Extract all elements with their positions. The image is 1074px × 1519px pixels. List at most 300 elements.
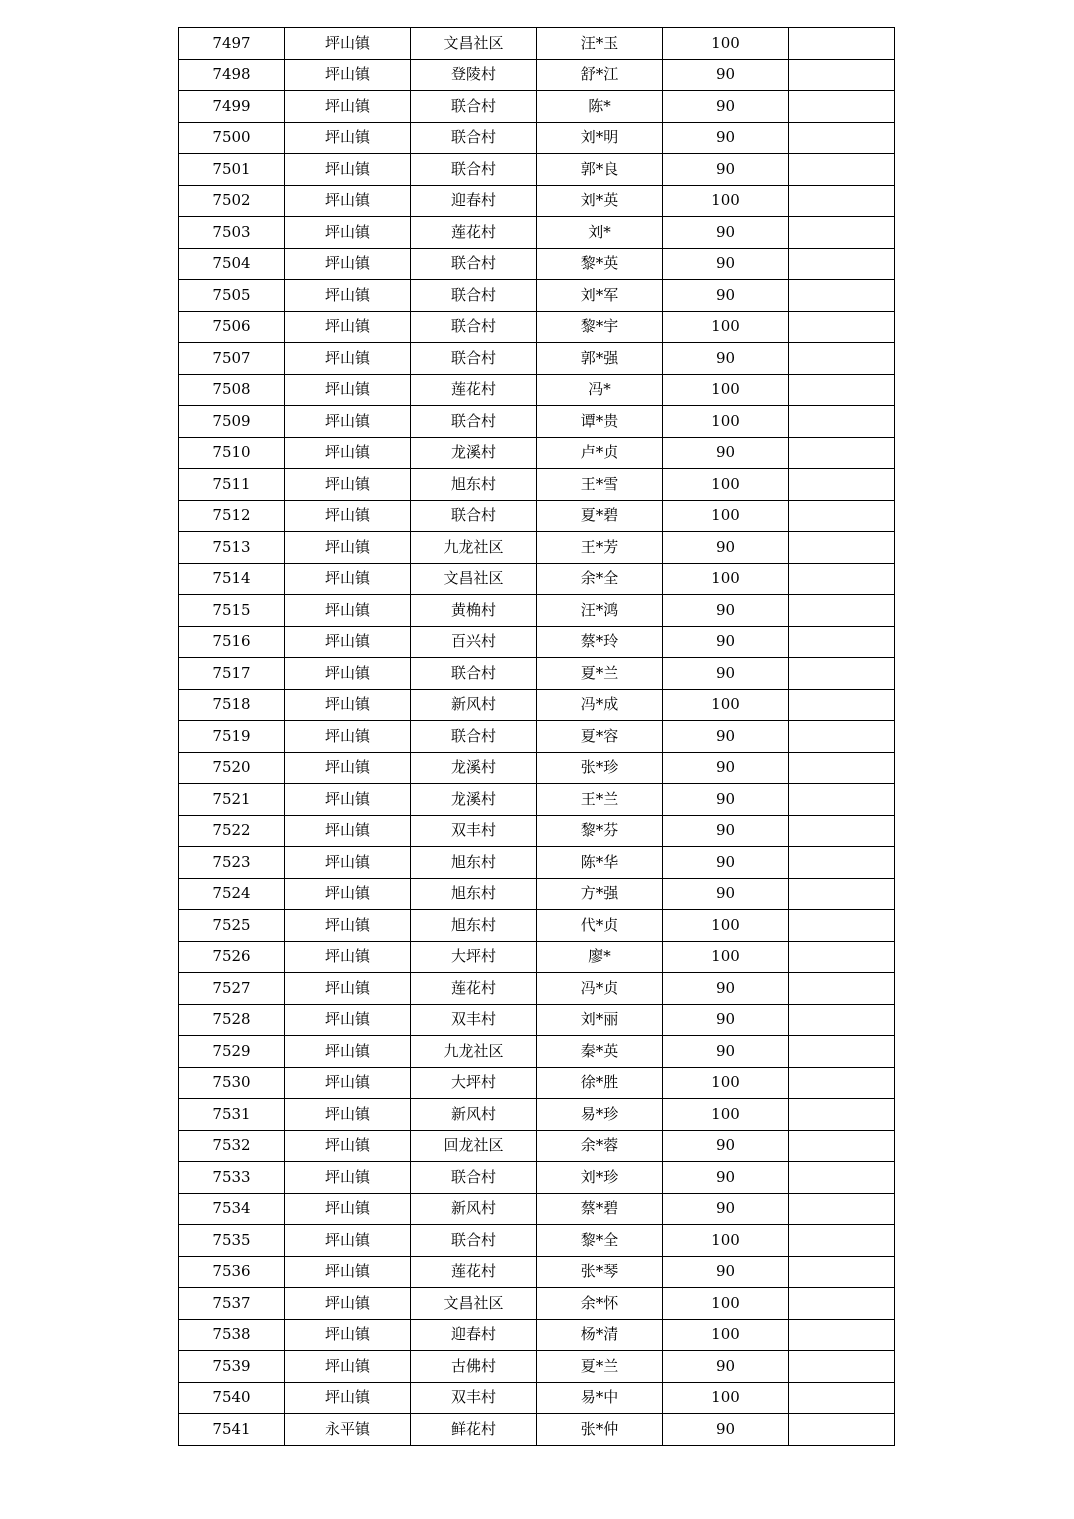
name-cell: 刘*丽	[537, 1004, 663, 1036]
name-cell: 夏*兰	[537, 658, 663, 690]
table-row	[179, 973, 895, 1005]
name-cell: 蔡*玲	[537, 626, 663, 658]
name-cell: 谭*贵	[537, 406, 663, 438]
name-cell: 徐*胜	[537, 1067, 663, 1099]
name-cell: 王*兰	[537, 784, 663, 816]
table-row	[179, 91, 895, 123]
town-cell: 坪山镇	[285, 406, 411, 438]
table-row	[179, 784, 895, 816]
table-row	[179, 1004, 895, 1036]
row-number-cell: 7534	[179, 1193, 285, 1225]
note-cell	[789, 1036, 895, 1068]
table-row	[179, 658, 895, 690]
village-cell: 回龙社区	[411, 1130, 537, 1162]
town-cell: 坪山镇	[285, 1099, 411, 1131]
town-cell: 坪山镇	[285, 1193, 411, 1225]
amount-cell: 100	[663, 910, 789, 942]
name-cell: 舒*江	[537, 59, 663, 91]
amount-cell: 90	[663, 1162, 789, 1194]
row-number-cell: 7536	[179, 1256, 285, 1288]
village-cell: 莲花村	[411, 217, 537, 249]
village-cell: 联合村	[411, 1225, 537, 1257]
amount-cell: 90	[663, 1351, 789, 1383]
village-cell: 九龙社区	[411, 1036, 537, 1068]
town-cell: 坪山镇	[285, 248, 411, 280]
village-cell: 古佛村	[411, 1351, 537, 1383]
village-cell: 新风村	[411, 1099, 537, 1131]
name-cell: 汪*鸿	[537, 595, 663, 627]
note-cell	[789, 437, 895, 469]
amount-cell: 90	[663, 59, 789, 91]
amount-cell: 90	[663, 1414, 789, 1446]
row-number-cell: 7503	[179, 217, 285, 249]
village-cell: 莲花村	[411, 1256, 537, 1288]
town-cell: 坪山镇	[285, 154, 411, 186]
town-cell: 坪山镇	[285, 217, 411, 249]
table-row	[179, 1414, 895, 1446]
name-cell: 王*雪	[537, 469, 663, 501]
row-number-cell: 7513	[179, 532, 285, 564]
amount-cell: 100	[663, 28, 789, 60]
name-cell: 夏*碧	[537, 500, 663, 532]
row-number-cell: 7507	[179, 343, 285, 375]
village-cell: 联合村	[411, 122, 537, 154]
town-cell: 坪山镇	[285, 1036, 411, 1068]
amount-cell: 90	[663, 1004, 789, 1036]
amount-cell: 90	[663, 343, 789, 375]
name-cell: 冯*成	[537, 689, 663, 721]
table-row	[179, 1382, 895, 1414]
note-cell	[789, 1099, 895, 1131]
note-cell	[789, 91, 895, 123]
amount-cell: 100	[663, 1067, 789, 1099]
row-number-cell: 7520	[179, 752, 285, 784]
note-cell	[789, 1162, 895, 1194]
town-cell: 坪山镇	[285, 28, 411, 60]
row-number-cell: 7497	[179, 28, 285, 60]
row-number-cell: 7500	[179, 122, 285, 154]
amount-cell: 90	[663, 847, 789, 879]
name-cell: 刘*明	[537, 122, 663, 154]
row-number-cell: 7509	[179, 406, 285, 438]
village-cell: 新风村	[411, 1193, 537, 1225]
town-cell: 坪山镇	[285, 1319, 411, 1351]
row-number-cell: 7502	[179, 185, 285, 217]
amount-cell: 100	[663, 311, 789, 343]
row-number-cell: 7540	[179, 1382, 285, 1414]
town-cell: 坪山镇	[285, 1288, 411, 1320]
village-cell: 登陵村	[411, 59, 537, 91]
village-cell: 九龙社区	[411, 532, 537, 564]
name-cell: 余*怀	[537, 1288, 663, 1320]
village-cell: 双丰村	[411, 1004, 537, 1036]
note-cell	[789, 1382, 895, 1414]
table-row	[179, 1162, 895, 1194]
row-number-cell: 7504	[179, 248, 285, 280]
name-cell: 余*蓉	[537, 1130, 663, 1162]
row-number-cell: 7506	[179, 311, 285, 343]
note-cell	[789, 217, 895, 249]
note-cell	[789, 658, 895, 690]
note-cell	[789, 563, 895, 595]
row-number-cell: 7531	[179, 1099, 285, 1131]
village-cell: 鲜花村	[411, 1414, 537, 1446]
amount-cell: 90	[663, 721, 789, 753]
table-row	[179, 1036, 895, 1068]
name-cell: 易*珍	[537, 1099, 663, 1131]
amount-cell: 90	[663, 626, 789, 658]
row-number-cell: 7528	[179, 1004, 285, 1036]
row-number-cell: 7530	[179, 1067, 285, 1099]
row-number-cell: 7519	[179, 721, 285, 753]
table-row	[179, 1130, 895, 1162]
name-cell: 刘*军	[537, 280, 663, 312]
town-cell: 坪山镇	[285, 878, 411, 910]
note-cell	[789, 752, 895, 784]
table-row	[179, 122, 895, 154]
row-number-cell: 7523	[179, 847, 285, 879]
table-row	[179, 343, 895, 375]
table-row	[179, 532, 895, 564]
town-cell: 坪山镇	[285, 122, 411, 154]
town-cell: 坪山镇	[285, 658, 411, 690]
table-row	[179, 248, 895, 280]
town-cell: 坪山镇	[285, 847, 411, 879]
amount-cell: 90	[663, 248, 789, 280]
row-number-cell: 7510	[179, 437, 285, 469]
village-cell: 联合村	[411, 343, 537, 375]
village-cell: 龙溪村	[411, 437, 537, 469]
village-cell: 文昌社区	[411, 1288, 537, 1320]
table-row	[179, 59, 895, 91]
village-cell: 龙溪村	[411, 784, 537, 816]
table-row	[179, 1225, 895, 1257]
note-cell	[789, 1414, 895, 1446]
row-number-cell: 7515	[179, 595, 285, 627]
table-row	[179, 815, 895, 847]
note-cell	[789, 689, 895, 721]
village-cell: 联合村	[411, 658, 537, 690]
note-cell	[789, 910, 895, 942]
note-cell	[789, 59, 895, 91]
village-cell: 龙溪村	[411, 752, 537, 784]
name-cell: 汪*玉	[537, 28, 663, 60]
town-cell: 坪山镇	[285, 500, 411, 532]
name-cell: 刘*	[537, 217, 663, 249]
table-row	[179, 1288, 895, 1320]
note-cell	[789, 784, 895, 816]
amount-cell: 100	[663, 500, 789, 532]
note-cell	[789, 154, 895, 186]
name-cell: 陈*华	[537, 847, 663, 879]
name-cell: 易*中	[537, 1382, 663, 1414]
table-row	[179, 1319, 895, 1351]
amount-cell: 100	[663, 185, 789, 217]
table-row	[179, 469, 895, 501]
amount-cell: 100	[663, 941, 789, 973]
town-cell: 坪山镇	[285, 437, 411, 469]
town-cell: 坪山镇	[285, 469, 411, 501]
table-row	[179, 500, 895, 532]
name-cell: 刘*英	[537, 185, 663, 217]
village-cell: 莲花村	[411, 973, 537, 1005]
note-cell	[789, 815, 895, 847]
row-number-cell: 7498	[179, 59, 285, 91]
name-cell: 秦*英	[537, 1036, 663, 1068]
amount-cell: 90	[663, 154, 789, 186]
town-cell: 坪山镇	[285, 185, 411, 217]
village-cell: 文昌社区	[411, 28, 537, 60]
table-row	[179, 28, 895, 60]
note-cell	[789, 1130, 895, 1162]
town-cell: 坪山镇	[285, 532, 411, 564]
table-row	[179, 374, 895, 406]
note-cell	[789, 878, 895, 910]
table-row	[179, 752, 895, 784]
village-cell: 联合村	[411, 91, 537, 123]
village-cell: 联合村	[411, 248, 537, 280]
town-cell: 坪山镇	[285, 1351, 411, 1383]
name-cell: 卢*贞	[537, 437, 663, 469]
amount-cell: 100	[663, 406, 789, 438]
village-cell: 双丰村	[411, 1382, 537, 1414]
note-cell	[789, 311, 895, 343]
roster-table	[178, 27, 895, 1446]
town-cell: 坪山镇	[285, 280, 411, 312]
row-number-cell: 7526	[179, 941, 285, 973]
table-row	[179, 437, 895, 469]
note-cell	[789, 248, 895, 280]
note-cell	[789, 1288, 895, 1320]
name-cell: 陈*	[537, 91, 663, 123]
row-number-cell: 7535	[179, 1225, 285, 1257]
row-number-cell: 7511	[179, 469, 285, 501]
row-number-cell: 7525	[179, 910, 285, 942]
row-number-cell: 7539	[179, 1351, 285, 1383]
table-row	[179, 1067, 895, 1099]
town-cell: 坪山镇	[285, 1382, 411, 1414]
town-cell: 坪山镇	[285, 689, 411, 721]
village-cell: 联合村	[411, 500, 537, 532]
town-cell: 坪山镇	[285, 1004, 411, 1036]
note-cell	[789, 1225, 895, 1257]
name-cell: 方*强	[537, 878, 663, 910]
town-cell: 坪山镇	[285, 784, 411, 816]
amount-cell: 90	[663, 1256, 789, 1288]
note-cell	[789, 532, 895, 564]
table-row	[179, 626, 895, 658]
note-cell	[789, 280, 895, 312]
table-row	[179, 1256, 895, 1288]
town-cell: 坪山镇	[285, 941, 411, 973]
table-row	[179, 595, 895, 627]
amount-cell: 90	[663, 1036, 789, 1068]
town-cell: 坪山镇	[285, 752, 411, 784]
table-row	[179, 185, 895, 217]
name-cell: 夏*容	[537, 721, 663, 753]
row-number-cell: 7533	[179, 1162, 285, 1194]
amount-cell: 100	[663, 374, 789, 406]
village-cell: 联合村	[411, 1162, 537, 1194]
note-cell	[789, 28, 895, 60]
table-row	[179, 847, 895, 879]
amount-cell: 90	[663, 532, 789, 564]
table-row	[179, 1193, 895, 1225]
note-cell	[789, 343, 895, 375]
table-row	[179, 941, 895, 973]
table-row	[179, 721, 895, 753]
table-row	[179, 311, 895, 343]
name-cell: 黎*芬	[537, 815, 663, 847]
row-number-cell: 7501	[179, 154, 285, 186]
table-row	[179, 217, 895, 249]
amount-cell: 90	[663, 280, 789, 312]
row-number-cell: 7518	[179, 689, 285, 721]
note-cell	[789, 1193, 895, 1225]
row-number-cell: 7527	[179, 973, 285, 1005]
table-row	[179, 406, 895, 438]
name-cell: 冯*贞	[537, 973, 663, 1005]
table-row	[179, 280, 895, 312]
note-cell	[789, 122, 895, 154]
note-cell	[789, 469, 895, 501]
name-cell: 夏*兰	[537, 1351, 663, 1383]
amount-cell: 90	[663, 1193, 789, 1225]
table-row	[179, 878, 895, 910]
row-number-cell: 7522	[179, 815, 285, 847]
row-number-cell: 7508	[179, 374, 285, 406]
town-cell: 永平镇	[285, 1414, 411, 1446]
name-cell: 黎*全	[537, 1225, 663, 1257]
amount-cell: 90	[663, 595, 789, 627]
village-cell: 黄桷村	[411, 595, 537, 627]
village-cell: 新风村	[411, 689, 537, 721]
row-number-cell: 7529	[179, 1036, 285, 1068]
row-number-cell: 7521	[179, 784, 285, 816]
village-cell: 旭东村	[411, 847, 537, 879]
table-row	[179, 1099, 895, 1131]
note-cell	[789, 1004, 895, 1036]
village-cell: 双丰村	[411, 815, 537, 847]
amount-cell: 100	[663, 469, 789, 501]
note-cell	[789, 847, 895, 879]
note-cell	[789, 1067, 895, 1099]
amount-cell: 90	[663, 878, 789, 910]
village-cell: 迎春村	[411, 1319, 537, 1351]
row-number-cell: 7499	[179, 91, 285, 123]
village-cell: 莲花村	[411, 374, 537, 406]
name-cell: 杨*清	[537, 1319, 663, 1351]
row-number-cell: 7537	[179, 1288, 285, 1320]
note-cell	[789, 185, 895, 217]
name-cell: 冯*	[537, 374, 663, 406]
row-number-cell: 7505	[179, 280, 285, 312]
amount-cell: 90	[663, 973, 789, 1005]
table-row	[179, 1351, 895, 1383]
row-number-cell: 7512	[179, 500, 285, 532]
note-cell	[789, 1256, 895, 1288]
note-cell	[789, 406, 895, 438]
name-cell: 廖*	[537, 941, 663, 973]
village-cell: 联合村	[411, 154, 537, 186]
name-cell: 刘*珍	[537, 1162, 663, 1194]
village-cell: 联合村	[411, 280, 537, 312]
town-cell: 坪山镇	[285, 374, 411, 406]
row-number-cell: 7532	[179, 1130, 285, 1162]
note-cell	[789, 973, 895, 1005]
name-cell: 黎*英	[537, 248, 663, 280]
amount-cell: 90	[663, 752, 789, 784]
name-cell: 王*芳	[537, 532, 663, 564]
table-row	[179, 563, 895, 595]
note-cell	[789, 626, 895, 658]
town-cell: 坪山镇	[285, 311, 411, 343]
town-cell: 坪山镇	[285, 1067, 411, 1099]
village-cell: 大坪村	[411, 1067, 537, 1099]
row-number-cell: 7517	[179, 658, 285, 690]
amount-cell: 90	[663, 122, 789, 154]
town-cell: 坪山镇	[285, 721, 411, 753]
row-number-cell: 7541	[179, 1414, 285, 1446]
village-cell: 大坪村	[411, 941, 537, 973]
amount-cell: 90	[663, 658, 789, 690]
table-row	[179, 910, 895, 942]
name-cell: 张*珍	[537, 752, 663, 784]
note-cell	[789, 721, 895, 753]
amount-cell: 100	[663, 1288, 789, 1320]
note-cell	[789, 1351, 895, 1383]
note-cell	[789, 1319, 895, 1351]
row-number-cell: 7516	[179, 626, 285, 658]
town-cell: 坪山镇	[285, 1130, 411, 1162]
town-cell: 坪山镇	[285, 910, 411, 942]
village-cell: 旭东村	[411, 878, 537, 910]
name-cell: 张*仲	[537, 1414, 663, 1446]
amount-cell: 100	[663, 689, 789, 721]
amount-cell: 100	[663, 1382, 789, 1414]
town-cell: 坪山镇	[285, 1162, 411, 1194]
village-cell: 联合村	[411, 311, 537, 343]
amount-cell: 90	[663, 217, 789, 249]
town-cell: 坪山镇	[285, 815, 411, 847]
village-cell: 联合村	[411, 406, 537, 438]
town-cell: 坪山镇	[285, 563, 411, 595]
town-cell: 坪山镇	[285, 343, 411, 375]
note-cell	[789, 500, 895, 532]
note-cell	[789, 595, 895, 627]
village-cell: 迎春村	[411, 185, 537, 217]
amount-cell: 90	[663, 1130, 789, 1162]
name-cell: 张*琴	[537, 1256, 663, 1288]
village-cell: 旭东村	[411, 910, 537, 942]
town-cell: 坪山镇	[285, 1225, 411, 1257]
row-number-cell: 7514	[179, 563, 285, 595]
note-cell	[789, 941, 895, 973]
name-cell: 蔡*碧	[537, 1193, 663, 1225]
amount-cell: 90	[663, 91, 789, 123]
amount-cell: 100	[663, 1099, 789, 1131]
table-row	[179, 689, 895, 721]
amount-cell: 100	[663, 1225, 789, 1257]
village-cell: 联合村	[411, 721, 537, 753]
amount-cell: 100	[663, 1319, 789, 1351]
name-cell: 郭*强	[537, 343, 663, 375]
town-cell: 坪山镇	[285, 59, 411, 91]
roster-table-body	[179, 28, 895, 1446]
name-cell: 黎*宇	[537, 311, 663, 343]
village-cell: 百兴村	[411, 626, 537, 658]
row-number-cell: 7524	[179, 878, 285, 910]
